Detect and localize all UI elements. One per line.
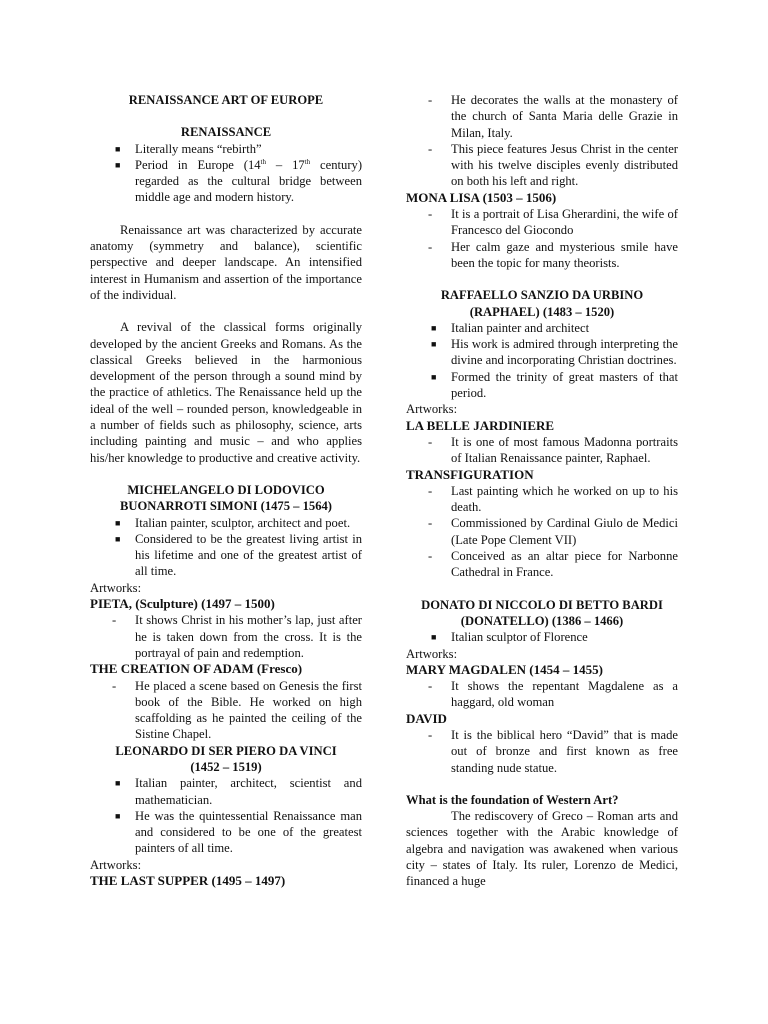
paragraph-characteristics: Renaissance art was characterized by accurate anatomy (symmetry and balance), scientific perspective and deeper landscape. An intensified interest in Humanism and assertion of the importance of the individual. [90, 222, 362, 302]
dash-bullet-icon: - [428, 483, 433, 498]
dash-bullet-icon: - [428, 516, 433, 531]
section-heading-renaissance: RENAISSANCE [180, 125, 272, 140]
artworks-label: Artworks: [406, 646, 458, 661]
square-bullet-icon: ■ [115, 143, 121, 154]
paragraph-revival: A revival of the classical forms originally developed by the ancient Greeks and Romans. As the classical Greeks believed in the harmonious development of the person through a sound mind by the practice of athletics. The Renaissance held up the ideal of the well – rounded person, knowledgeable in a number of fields such as philosophy, science, arts including painting and music – and who applies his/her knowledge to productive and creative activity. [90, 320, 362, 465]
transfiguration-list [406, 483, 678, 581]
list-item: - It shows Christ in his mother’s lap, just after he is taken down from the cross. It is the portrayal of pain and redemption. [112, 613, 362, 660]
list-item: - It is a portrait of Lisa Gherardini, the wife of Francesco del Giocondo [428, 207, 678, 238]
adam-list [90, 678, 362, 743]
dash-bullet-icon: - [428, 239, 433, 254]
dash-bullet-icon: - [428, 727, 433, 742]
artwork-title-last-supper: THE LAST SUPPER (1495 – 1497) [90, 873, 286, 889]
list-item: ■ He was the quintessential Renaissance man and considered to be one of the greatest painters of all time. [115, 808, 362, 856]
list-item: - This piece features Jesus Christ in the center with his twelve disciples evenly distributed on both his left and right. [428, 141, 678, 189]
artist-heading-leonardo: LEONARDO DI SER PIERO DA VINCI (1452 – 1519) [115, 743, 337, 774]
renaissance-list [90, 141, 362, 206]
list-item: - He decorates the walls at the monastery of the church of Santa Maria delle Grazie in Milan, Italy. [428, 93, 678, 140]
right-column [406, 92, 678, 890]
leonardo-list [90, 775, 362, 856]
artwork-title-david: DAVID [406, 710, 447, 726]
belle-list [406, 434, 678, 467]
artworks-label: Artworks: [406, 402, 458, 417]
question-heading: What is the foundation of Western Art? [406, 792, 619, 807]
list-item: - Conceived as an altar piece for Narbonne Cathedral in France. [428, 549, 678, 580]
list-item: ■ Period in Europe (14th – 17th century) regarded as the cultural bridge between middle age and modern history. [115, 157, 363, 205]
list-item: - Commissioned by Cardinal Giulo de Medici (Late Pope Clement VII) [428, 516, 678, 547]
michelangelo-list [90, 515, 362, 580]
artwork-title-mona-lisa: MONA LISA (1503 – 1506) [406, 189, 557, 205]
list-item: - Her calm gaze and mysterious smile have been the topic for many theorists. [428, 239, 678, 270]
square-bullet-icon: ■ [431, 322, 437, 333]
square-bullet-icon: ■ [431, 339, 437, 350]
list-item: ■ Italian painter, architect, scientist and mathematician. [115, 776, 362, 807]
list-item: - It is one of most famous Madonna portraits of Italian Renaissance painter, Raphael. [428, 434, 678, 466]
dash-bullet-icon: - [428, 434, 433, 449]
square-bullet-icon: ■ [431, 632, 437, 643]
david-list [406, 727, 678, 776]
list-item: - He placed a scene based on Genesis the first book of the Bible. He worked on high scaffolding as he painted the ceiling of the Sistine Chapel. [112, 678, 362, 742]
magdalen-list [406, 678, 678, 711]
donatello-list [406, 629, 678, 645]
artwork-title-pieta: PIETA, (Sculpture) (1497 – 1500) [90, 596, 275, 612]
artwork-title-mary-magdalen: MARY MAGDALEN (1454 – 1455) [406, 661, 603, 677]
artwork-title-creation-of-adam: THE CREATION OF ADAM (Fresco) [90, 661, 303, 677]
square-bullet-icon: ■ [115, 533, 121, 544]
square-bullet-icon: ■ [115, 517, 121, 528]
dash-bullet-icon: - [112, 613, 117, 628]
artist-heading-raphael: RAFFAELLO SANZIO DA URBINO (RAPHAEL) (1483 – 1520) [440, 288, 644, 319]
raphael-list [406, 320, 678, 401]
list-item: ■ Italian painter and architect [431, 320, 590, 335]
artwork-title-transfiguration: TRANSFIGURATION [406, 466, 534, 482]
dash-bullet-icon: - [428, 549, 433, 564]
document-title: RENAISSANCE ART OF EUROPE [128, 93, 324, 107]
dash-bullet-icon: - [428, 93, 433, 107]
list-item: ■ Italian painter, sculptor, architect and poet. [115, 515, 351, 530]
list-item: - It shows the repentant Magdalene as a haggard, old woman [428, 679, 678, 710]
left-column [90, 92, 362, 889]
list-item: - It is the biblical hero “David” that is made out of bronze and first known as free standing nude statue. [428, 727, 678, 775]
list-item: ■ Formed the trinity of great masters of that period. [431, 369, 678, 401]
list-item: ■ Italian sculptor of Florence [431, 630, 588, 645]
artworks-label: Artworks: [90, 580, 142, 595]
artworks-label: Artworks: [90, 857, 142, 872]
list-item: - Last painting which he worked on up to his death. [428, 483, 678, 515]
dash-bullet-icon: - [112, 678, 117, 693]
artist-heading-michelangelo: MICHELANGELO DI LODOVICO BUONARROTI SIMONI (1475 – 1564) [119, 482, 332, 514]
square-bullet-icon: ■ [115, 778, 121, 789]
square-bullet-icon: ■ [431, 371, 437, 382]
square-bullet-icon: ■ [115, 810, 121, 821]
artwork-title-la-belle-jardiniere: LA BELLE JARDINIERE [406, 417, 555, 433]
square-bullet-icon: ■ [115, 159, 121, 170]
pieta-list [90, 612, 362, 661]
dash-bullet-icon: - [428, 141, 433, 156]
list-item: ■ Considered to be the greatest living artist in his lifetime and one of the greatest artist of all time. [115, 531, 362, 579]
last-supper-list [406, 92, 678, 190]
list-item: ■ Literally means “rebirth” [115, 141, 262, 156]
mona-lisa-list [406, 206, 678, 271]
dash-bullet-icon: - [428, 679, 433, 694]
answer-paragraph: The rediscovery of Greco – Roman arts and sciences together with the Arabic knowledge of algebra and navigation was awakened when various city – states of Italy. Its ruler, Lorenzo de Medici, financed a huge [406, 809, 678, 889]
dash-bullet-icon: - [428, 207, 433, 222]
list-item: ■ His work is admired through interpreting the divine and incorporating Christian doctrines. [431, 337, 678, 368]
artist-heading-donatello: DONATO DI NICCOLO DI BETTO BARDI (DONATELLO) (1386 – 1466) [421, 597, 663, 628]
